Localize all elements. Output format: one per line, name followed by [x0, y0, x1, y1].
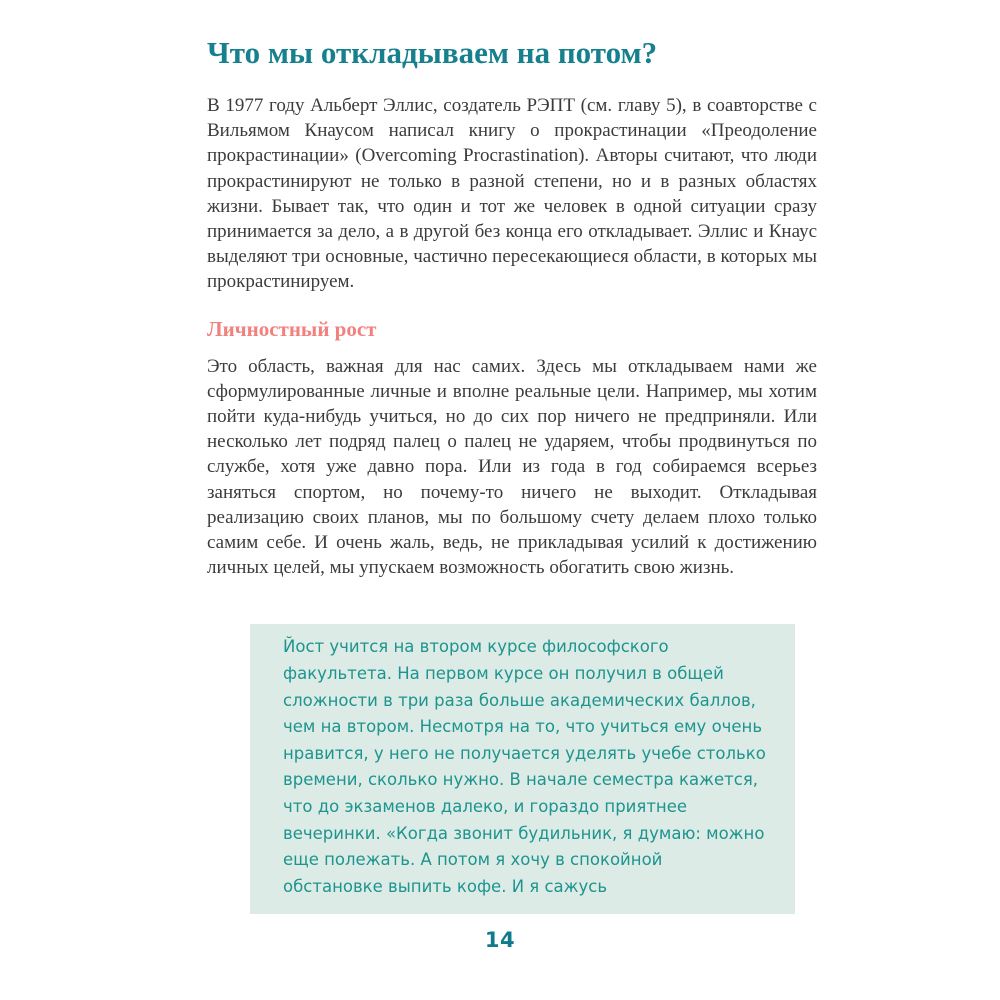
chapter-title: Что мы откладываем на потом? — [207, 35, 658, 70]
text-column — [207, 34, 817, 914]
paragraph-personal-growth: Это область, важная для нас самих. Здесь мы откладываем нами же сформулированные личные и вполне реальные цели. Например, мы хотим пойти куда-нибудь учиться, но до сих пор ничего не предприняли. Или несколько лет подряд палец о палец не ударяем, чтобы продвинуться по службе, хотя уже давно пора. Или из года в год собираемся всерьез заняться спортом, но почему-то ничего не выходит. Откладывая реализацию своих планов, мы по большому счету делаем плохо только самим себе. И очень жаль, ведь, не прикладывая усилий к достижению личных целей, мы упускаем возможность обогатить свою жизнь. — [207, 355, 817, 579]
paragraph-intro: В 1977 году Альберт Эллис, создатель РЭПТ (см. главу 5), в соавторстве с Вильямом Кнаусом написал книгу о прокрастинации «Преодоление прокрастинации» (Overcoming Procrastination). Авторы считают, что люди прокрастинируют не только в разной степени, но и в разных областях жизни. Бывает так, что один и тот же человек в одной ситуации сразу принимается за дело, а в другой без конца его откладывает. Эллис и Кнаус выделяют три основные, частично пересекающиеся области, в которых мы прокрастинируем. — [207, 95, 817, 293]
page-number: 14 — [484, 928, 516, 952]
callout-text: Йост учится на втором курсе философского факультета. На первом курсе он получил в общей сложности в три раза больше академических баллов, чем на втором. Несмотря на то, что учиться ему очень нравится, у него не получается уделять учебе столько времени, сколько нужно. В начале семестра кажется, что до экзаменов далеко, и гораздо приятнее вечеринки. «Когда звонит будильник, я думаю: можно еще полежать. А потом я хочу в спокойной обстановке выпить кофе. И я сажусь — [283, 637, 766, 896]
callout-box — [250, 624, 795, 914]
section-heading-personal-growth: Личностный рост — [207, 316, 377, 341]
